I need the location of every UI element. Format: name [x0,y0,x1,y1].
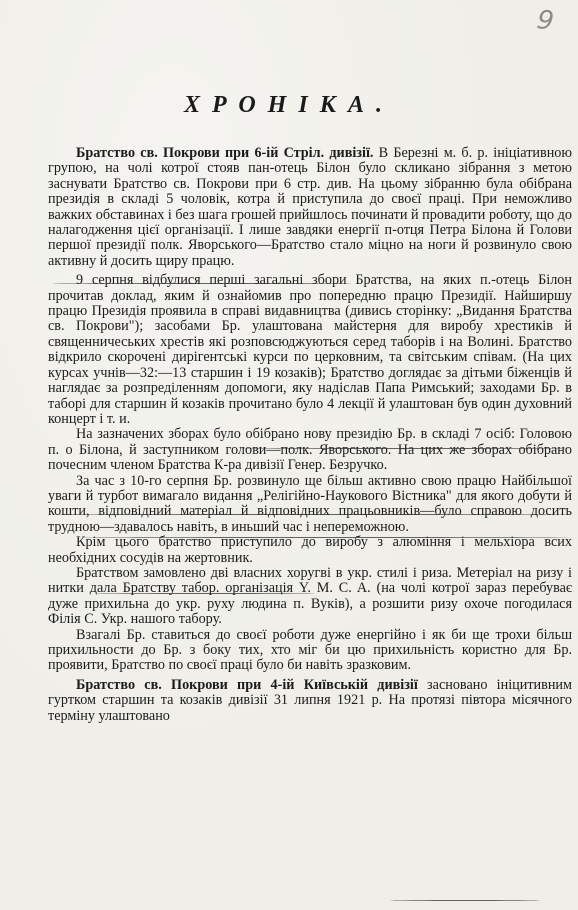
paragraph-6 [48,566,572,628]
paragraph-1 [48,146,572,269]
handwritten-underline [52,283,352,284]
paragraph-text: Взагалі Бр. ставиться до своєї роботи дуже енергійно і як би ще трохи більш прихильности до Бр. з боку тих, хто міг би цю прихильність користно для Бр. проявити, Братство по своєї праці було би навіть зразковим. [48,626,572,674]
handwritten-underline [95,593,315,594]
handwritten-underline [52,514,572,515]
paragraph-5 [48,535,572,566]
paragraph-text: В Березні м. б. р. ініціативною групою, на чолі котрої стояв пан-отець Білон було скликано зібрання з метою заснувати Братство св. Покрови при 6 стр. див. На цьому зібранню була обібрана президія в складі 5 чоловік, котра й приступила до своєї праці. При неможливо важких обставинах і без шага грошей прийшлось починати й провадити роботу, що до налагодження цієї організації. І лише завдяки енергії п-отця Петра Білона й Голови першої президії полк. Яворського—Братство стало міцно на ноги й розвинуло свою активну й досить щиру працю. [48,145,572,269]
paragraph-text: 9 серпня відбулися перші загальні збори Братства, на яких п.-отець Білон прочитав доклад, яким й ознайомив про попередню працю Президії. Найширшу працю Президія проявила в справі видавництва (дивись сторінку: „Видання Братства св. Покрови"); засобами Бр. улаштована майстерня для виробу хрестиків й священничеських хрестів які розповсюджуються серед таборів і на Волині. Братство відкрило скорочені дирігентські курси по церковним, та світським співам. (На цих курсах учнів—32:—13 старшин і 19 козаків); Братство доглядає за дітьми біженців й наглядає за розпреділенням допомоги, яку надіслав Папа Римський; заходами Бр. в таборі для старшин й козаків прочитано було 4 лекції й улаштован був один духовний концерт і т. и. [48,272,572,427]
paragraph-8 [48,678,572,724]
paragraph-7 [48,628,572,674]
page-title: ХРОНІКА. [184,92,394,118]
paragraph-text: За час з 10-го серпня Бр. розвинуло ще більш активно свою працю Найбільшої уваги й турбот вимагало видання „Релігійно-Наукового Вістника" для якого добути й кошти, відповідний матеріал й відповідних працьовників—було справою досить трудною—здавалось навіть, в иньший час і непереможною. [48,472,572,535]
article-body [48,146,572,724]
handwritten-underline [240,448,570,449]
paragraph-4 [48,474,572,536]
paragraph-text: засновано ініцитивним гуртком старшин та козаків дивізії 31 липня 1921 р. На протязі півтора місячного терміну улаштовано [48,676,572,724]
section-heading-4th-kyiv-division: Братство св. Покрови при 4-ій Київській дивізії [76,676,418,693]
paragraph-text: Братством замовлено дві власних хоругві в укр. стилі і риза. Метеріал на ризу і нитки дала Братству табор. організація Y. M. C. A. (на чолі котрої зараз перебуває дуже прихильна до укр. руху людина п. Вуків), а розшити ризу охоче погодилася Філія С. Укр. нашого табору. [48,564,572,628]
page-number: 9 [535,4,557,38]
paragraph-text: Крім цього братство приступило до виробу з алюміння і мельхіора всих необхідних сосудів на жертовник. [48,534,572,566]
paragraph-3 [48,427,572,473]
handwritten-underline [390,900,540,901]
paragraph-text: На зазначених зборах було обібрано нову президію Бр. в складі 7 осіб: Головою п. о Білона, й заступником голови—полк. Яворського. На цих же зборах обібрано почесним членом Братства К-ра дивізії Генер. Безручко. [48,426,572,474]
section-heading-6th-division: Братство св. Покрови при 6-ій Стріл. дивізії. [76,145,374,161]
paragraph-2 [48,273,572,427]
